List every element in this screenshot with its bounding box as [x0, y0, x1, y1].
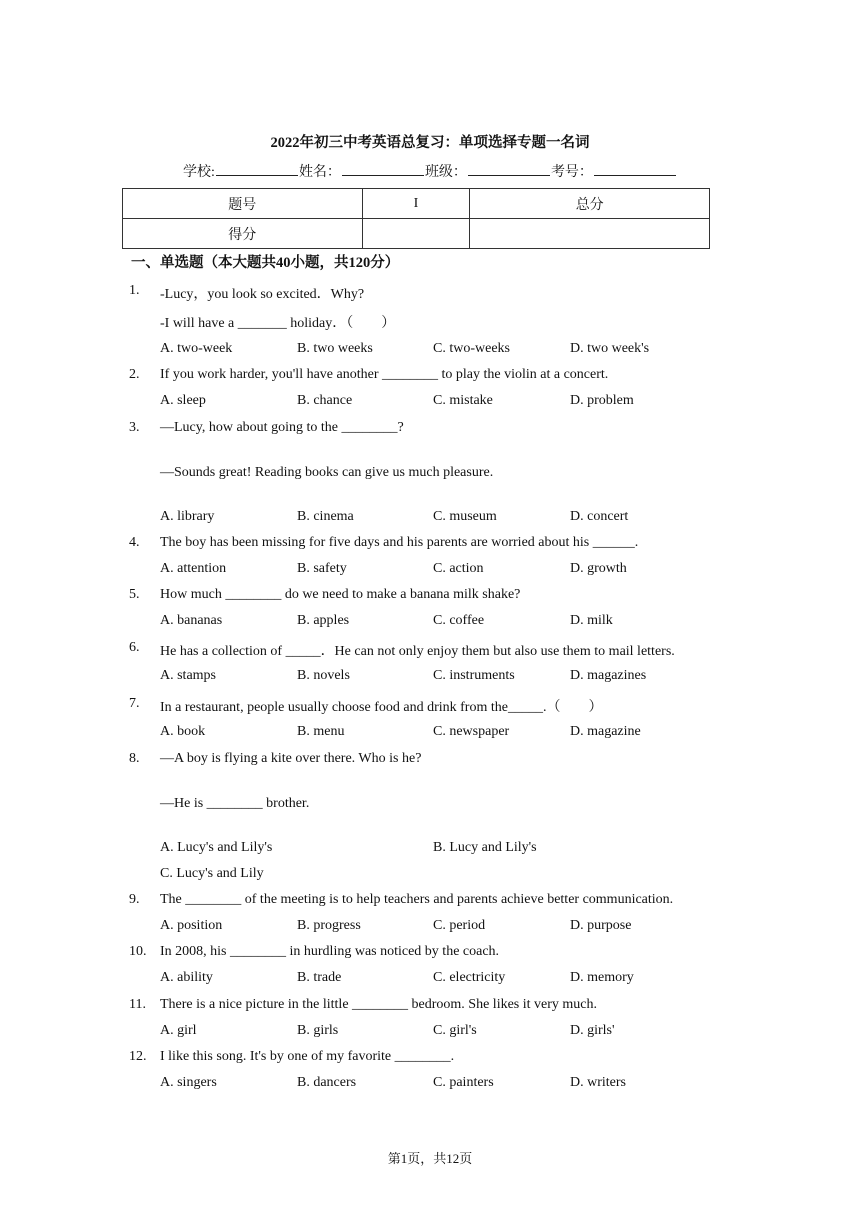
answer-option: B. girls — [297, 1023, 339, 1038]
question-stem: He has a collection of _____．He can not only enjoy them but also use them to mail letters. — [160, 644, 675, 659]
score-table-header-row — [123, 189, 710, 219]
exam-no-label: 考号： — [550, 165, 593, 180]
question-stem: There is a nice picture in the little ________ bedroom. She likes it very much. — [160, 997, 598, 1012]
question-stem: In a restaurant, people usually choose food and drink from the_____.（ ） — [160, 700, 603, 715]
answer-option: A. ability — [160, 970, 213, 985]
answer-option: D. girls' — [570, 1023, 615, 1038]
answer-option: A. sleep — [160, 393, 206, 408]
question-number: 12. — [129, 1049, 147, 1064]
exam-no-blank — [594, 163, 676, 176]
answer-option: B. trade — [297, 970, 342, 985]
answer-option: C. newspaper — [433, 724, 510, 739]
class-label: 班级： — [424, 165, 467, 180]
name-blank — [342, 163, 424, 176]
score-cell: 题号 — [123, 189, 363, 219]
answer-option: C. period — [433, 918, 486, 933]
document-title: 2022年初三中考英语总复习：单项选择专题一名词 — [270, 135, 590, 151]
question-number: 6. — [129, 640, 140, 655]
school-blank — [216, 163, 298, 176]
answer-option: C. action — [433, 561, 484, 576]
score-cell — [362, 219, 470, 249]
question-number: 2. — [129, 367, 140, 382]
question-stem: —Lucy, how about going to the ________? — [160, 420, 404, 435]
score-table — [122, 188, 710, 249]
answer-option: B. two weeks — [297, 341, 373, 356]
question-stem: —A boy is flying a kite over there. Who is he? — [160, 751, 422, 766]
answer-option: A. library — [160, 509, 215, 524]
question-stem: I like this song. It's by one of my favorite ________. — [160, 1049, 455, 1064]
answer-option: A. book — [160, 724, 206, 739]
score-cell: 得分 — [123, 219, 363, 249]
question-number: 4. — [129, 535, 140, 550]
answer-option: D. two week's — [570, 341, 650, 356]
answer-option: C. coffee — [433, 613, 485, 628]
answer-option: D. magazines — [570, 668, 647, 683]
answer-option: C. mistake — [433, 393, 493, 408]
question-stem: In 2008, his ________ in hurdling was noticed by the coach. — [160, 944, 500, 959]
answer-option: C. instruments — [433, 668, 515, 683]
answer-option: A. singers — [160, 1075, 217, 1090]
answer-option: D. magazine — [570, 724, 641, 739]
answer-option: D. growth — [570, 561, 627, 576]
page-footer: 第1页，共12页 — [387, 1151, 473, 1166]
question-stem: —Sounds great! Reading books can give us much pleasure. — [160, 465, 494, 480]
question-number: 5. — [129, 587, 140, 602]
answer-option: B. novels — [297, 668, 350, 683]
score-table-score-row — [123, 219, 710, 249]
answer-option: B. cinema — [297, 509, 354, 524]
question-stem: If you work harder, you'll have another ________ to play the violin at a concert. — [160, 367, 609, 382]
answer-option: C. museum — [433, 509, 497, 524]
answer-option: D. concert — [570, 509, 629, 524]
name-label: 姓名： — [298, 165, 341, 180]
answer-option: B. dancers — [297, 1075, 357, 1090]
answer-option: D. problem — [570, 393, 634, 408]
student-info-line — [0, 161, 860, 181]
answer-option: A. stamps — [160, 668, 216, 683]
answer-option: D. milk — [570, 613, 613, 628]
question-stem: -I will have a _______ holiday．（ ） — [160, 316, 396, 331]
question-number: 1. — [129, 283, 140, 298]
answer-option: D. memory — [570, 970, 634, 985]
answer-option: C. Lucy's and Lily — [160, 866, 264, 881]
answer-option: A. Lucy's and Lily's — [160, 840, 273, 855]
question-number: 3. — [129, 420, 140, 435]
answer-option: C. painters — [433, 1075, 494, 1090]
answer-option: B. safety — [297, 561, 347, 576]
answer-option: B. Lucy and Lily's — [433, 840, 537, 855]
answer-option: A. attention — [160, 561, 227, 576]
question-number: 7. — [129, 696, 140, 711]
question-stem: -Lucy，you look so excited．Why? — [160, 287, 365, 302]
score-cell: I — [362, 189, 470, 219]
school-label: 学校: — [183, 165, 215, 180]
question-number: 9. — [129, 892, 140, 907]
answer-option: D. purpose — [570, 918, 632, 933]
answer-option: A. two-week — [160, 341, 233, 356]
answer-option: D. writers — [570, 1075, 626, 1090]
class-blank — [468, 163, 550, 176]
score-cell: 总分 — [470, 189, 710, 219]
answer-option: C. electricity — [433, 970, 506, 985]
question-stem: The boy has been missing for five days and his parents are worried about his ______. — [160, 535, 639, 550]
section-heading: 一、单选题（本大题共40小题，共120分） — [131, 255, 400, 271]
answer-option: B. chance — [297, 393, 353, 408]
question-number: 8. — [129, 751, 140, 766]
question-number: 10. — [129, 944, 147, 959]
answer-option: C. girl's — [433, 1023, 477, 1038]
answer-option: B. apples — [297, 613, 350, 628]
question-number: 11. — [129, 997, 146, 1012]
question-stem: How much ________ do we need to make a banana milk shake? — [160, 587, 521, 602]
question-stem: The ________ of the meeting is to help teachers and parents achieve better communication. — [160, 892, 674, 907]
question-stem: —He is ________ brother. — [160, 796, 310, 811]
answer-option: A. position — [160, 918, 223, 933]
answer-option: B. progress — [297, 918, 361, 933]
answer-option: A. girl — [160, 1023, 197, 1038]
answer-option: C. two-weeks — [433, 341, 510, 356]
answer-option: B. menu — [297, 724, 345, 739]
answer-option: A. bananas — [160, 613, 223, 628]
score-cell — [470, 219, 710, 249]
